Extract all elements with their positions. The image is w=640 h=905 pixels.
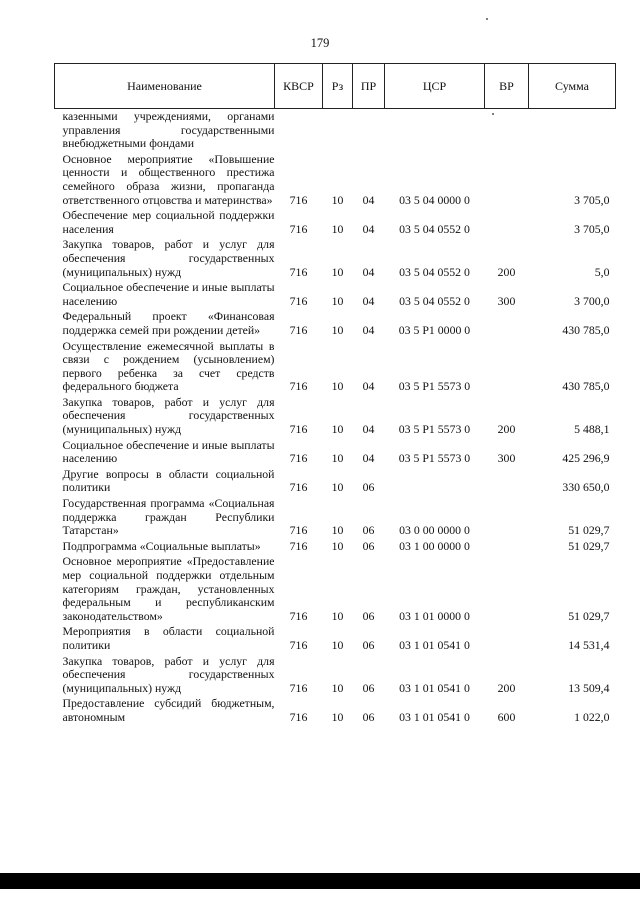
- row-csr: 03 1 01 0000 0: [399, 608, 470, 623]
- table-row: [55, 466, 616, 495]
- row-vr: 200: [497, 264, 516, 279]
- table-row: [55, 338, 616, 394]
- table-row: [55, 394, 616, 437]
- table-row: [55, 623, 616, 652]
- table-header-row: [55, 64, 616, 109]
- row-sum: 3 705,0: [574, 192, 610, 207]
- row-kvsr: 716: [289, 422, 308, 437]
- row-vr: [485, 553, 529, 623]
- table-row: [55, 495, 616, 538]
- row-sum: 13 509,4: [568, 680, 610, 695]
- row-sum: 3 700,0: [574, 293, 610, 308]
- row-sum: 3 705,0: [574, 221, 610, 236]
- header-csr: ЦСР: [385, 64, 485, 109]
- row-sum: 51 029,7: [568, 538, 610, 553]
- row-kvsr: 716: [289, 709, 308, 724]
- row-vr: 200: [497, 422, 516, 437]
- scan-speck: [492, 113, 494, 115]
- row-name: Государственная программа «Социальная поддержка граждан Республики Татарстан»: [62, 496, 275, 538]
- row-rz: 10: [331, 264, 344, 279]
- row-name: Социальное обеспечение и иные выплаты населению: [62, 437, 275, 466]
- row-pr: 04: [362, 379, 375, 394]
- row-vr: 200: [497, 680, 516, 695]
- table-row: [55, 553, 616, 623]
- row-kvsr: 716: [289, 538, 308, 553]
- header-name: Наименование: [55, 64, 275, 109]
- row-pr: 06: [362, 637, 375, 652]
- row-pr: 06: [362, 680, 375, 695]
- row-name: Закупка товаров, работ и услуг для обеспечения государственных (муниципальных) нужд: [62, 237, 275, 279]
- table-row: [55, 109, 616, 151]
- row-rz: 10: [331, 422, 344, 437]
- row-name: Другие вопросы в области социальной политики: [62, 466, 275, 495]
- row-pr: 04: [362, 221, 375, 236]
- row-kvsr: 716: [289, 264, 308, 279]
- row-pr: 04: [362, 451, 375, 466]
- row-rz: 10: [331, 192, 344, 207]
- row-kvsr: 716: [289, 637, 308, 652]
- row-rz: 10: [331, 538, 344, 553]
- table-row: [55, 538, 616, 554]
- header-pr: ПР: [353, 64, 385, 109]
- row-csr: 03 5 P1 5573 0: [398, 379, 471, 394]
- row-vr: 300: [497, 293, 516, 308]
- row-rz: 10: [331, 709, 344, 724]
- row-vr: [485, 466, 529, 495]
- row-csr: 03 1 00 0000 0: [399, 538, 470, 553]
- row-name: Федеральный проект «Финансовая поддержка семей при рождении детей»: [62, 309, 275, 337]
- row-pr: 04: [362, 293, 375, 308]
- row-pr: 04: [362, 192, 375, 207]
- row-vr: 600: [497, 709, 516, 724]
- row-pr: 06: [362, 709, 375, 724]
- row-kvsr: [275, 109, 323, 151]
- row-csr: 03 5 P1 0000 0: [398, 322, 471, 337]
- header-sum: Сумма: [529, 64, 616, 109]
- row-kvsr: 716: [289, 608, 308, 623]
- row-rz: [323, 109, 353, 151]
- table-row: [55, 279, 616, 308]
- row-rz: 10: [331, 293, 344, 308]
- row-sum: 430 785,0: [562, 379, 610, 394]
- row-rz: 10: [331, 322, 344, 337]
- header-rz: Рз: [323, 64, 353, 109]
- row-vr: [485, 495, 529, 538]
- row-rz: 10: [331, 523, 344, 538]
- row-vr: [485, 308, 529, 337]
- row-name: Предоставление субсидий бюджетным, автономным: [62, 696, 275, 724]
- scan-edge-bar: [0, 873, 640, 889]
- row-pr: 06: [362, 480, 375, 495]
- row-vr: [485, 623, 529, 652]
- row-vr: [485, 538, 529, 554]
- row-rz: 10: [331, 221, 344, 236]
- row-csr: 03 1 01 0541 0: [399, 709, 470, 724]
- row-sum: 1 022,0: [574, 709, 610, 724]
- row-name: Осуществление ежемесячной выплаты в связи с рождением (усыновлением) первого ребенка за счет средств федерального бюджета: [62, 338, 275, 394]
- row-kvsr: 716: [289, 523, 308, 538]
- page-number: 179: [310, 36, 330, 50]
- row-kvsr: 716: [289, 451, 308, 466]
- row-sum: 14 531,4: [568, 637, 610, 652]
- row-name: Основное мероприятие «Предоставление мер социальной поддержки отдельным категориям граждан, установленных федеральным и республиканским законодательством»: [62, 554, 275, 623]
- table-row: [55, 653, 616, 696]
- row-csr: [385, 466, 485, 495]
- row-pr: 04: [362, 422, 375, 437]
- row-vr: [485, 207, 529, 236]
- row-rz: 10: [331, 680, 344, 695]
- row-pr: 04: [362, 322, 375, 337]
- row-kvsr: 716: [289, 379, 308, 394]
- row-name: Подпрограмма «Социальные выплаты»: [62, 538, 261, 553]
- row-name: Основное мероприятие «Повышение ценности и общественного престижа семейного образа жизни, пропаганда ответственного отцовства и материнства»: [62, 151, 275, 207]
- row-sum: 5,0: [594, 264, 610, 279]
- row-rz: 10: [331, 451, 344, 466]
- row-sum: 5 488,1: [574, 422, 610, 437]
- row-sum: 425 296,9: [562, 451, 610, 466]
- row-vr: [485, 109, 529, 151]
- row-rz: 10: [331, 637, 344, 652]
- header-kvsr: КВСР: [275, 64, 323, 109]
- row-rz: 10: [331, 480, 344, 495]
- row-csr: 03 5 04 0552 0: [399, 293, 470, 308]
- row-sum: [529, 109, 616, 151]
- row-kvsr: 716: [289, 322, 308, 337]
- row-csr: 03 5 04 0552 0: [399, 264, 470, 279]
- row-kvsr: 716: [289, 192, 308, 207]
- row-rz: 10: [331, 608, 344, 623]
- header-vr: ВР: [485, 64, 529, 109]
- row-name: Закупка товаров, работ и услуг для обеспечения государственных (муниципальных) нужд: [62, 394, 275, 437]
- table-row: [55, 207, 616, 236]
- row-sum: 330 650,0: [562, 480, 610, 495]
- row-sum: 51 029,7: [568, 608, 610, 623]
- row-kvsr: 716: [289, 480, 308, 495]
- row-vr: [485, 151, 529, 207]
- row-csr: 03 5 04 0552 0: [399, 221, 470, 236]
- row-csr: 03 5 P1 5573 0: [398, 451, 471, 466]
- row-kvsr: 716: [289, 680, 308, 695]
- row-sum: 430 785,0: [562, 322, 610, 337]
- row-pr: [353, 109, 385, 151]
- table-row: [55, 437, 616, 466]
- row-kvsr: 716: [289, 221, 308, 236]
- row-rz: 10: [331, 379, 344, 394]
- row-csr: 03 5 04 0000 0: [399, 192, 470, 207]
- table-row: [55, 695, 616, 724]
- row-csr: [385, 109, 485, 151]
- row-csr: 03 5 P1 5573 0: [398, 422, 471, 437]
- row-name: казенными учреждениями, органами управления государственными внебюджетными фондами: [62, 109, 275, 151]
- row-name: Мероприятия в области социальной политики: [62, 624, 275, 652]
- row-name: Социальное обеспечение и иные выплаты населению: [62, 280, 275, 308]
- row-vr: 300: [497, 451, 516, 466]
- row-pr: 06: [362, 523, 375, 538]
- row-pr: 06: [362, 538, 375, 553]
- row-sum: 51 029,7: [568, 523, 610, 538]
- row-csr: 03 1 01 0541 0: [399, 680, 470, 695]
- row-vr: [485, 338, 529, 394]
- table-row: [55, 236, 616, 279]
- scan-speck: [486, 18, 488, 20]
- table-row: [55, 308, 616, 337]
- row-name: Обеспечение мер социальной поддержки населения: [62, 208, 275, 236]
- row-pr: 04: [362, 264, 375, 279]
- row-csr: 03 1 01 0541 0: [399, 637, 470, 652]
- row-kvsr: 716: [289, 293, 308, 308]
- row-csr: 03 0 00 0000 0: [399, 523, 470, 538]
- row-name: Закупка товаров, работ и услуг для обеспечения государственных (муниципальных) нужд: [62, 653, 275, 695]
- budget-table: [54, 63, 616, 725]
- row-pr: 06: [362, 608, 375, 623]
- table-row: [55, 151, 616, 207]
